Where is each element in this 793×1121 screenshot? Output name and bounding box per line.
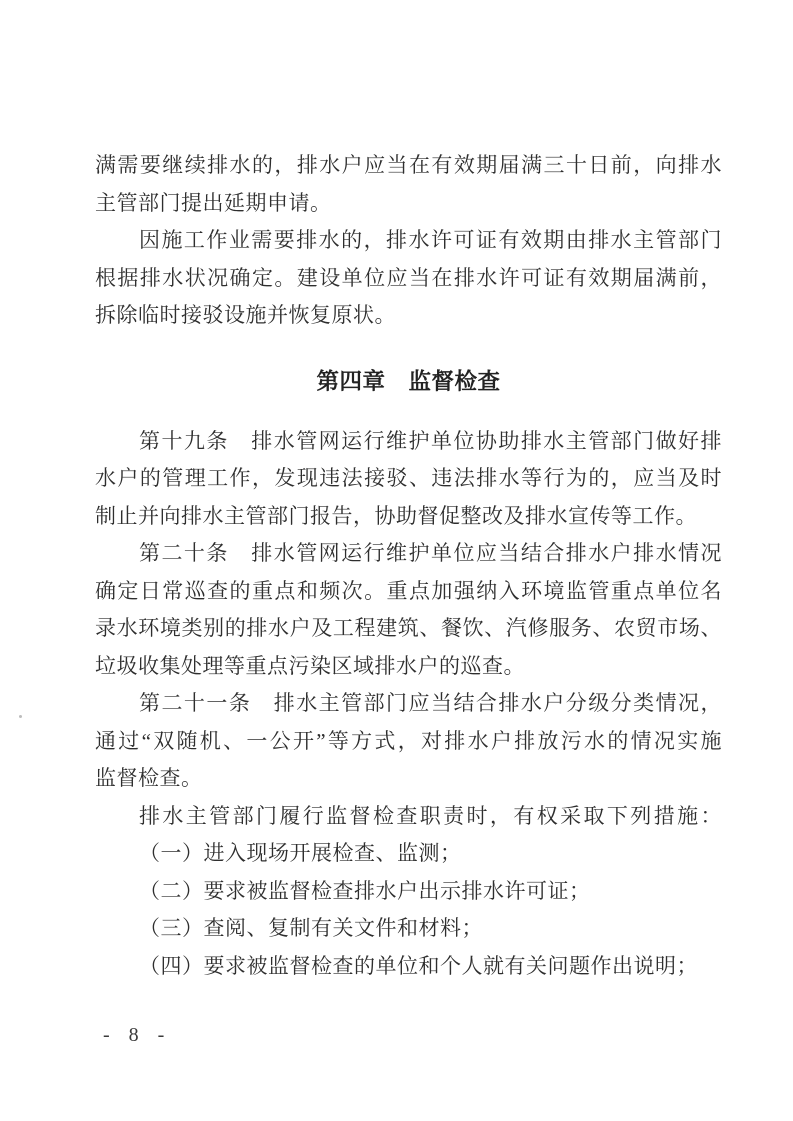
- text-line: 第十九条 排水管网运行维护单位协助排水主管部门做好排: [139, 428, 722, 453]
- text-line: 录水环境类别的排水户及工程建筑、餐饮、汽修服务、农贸市场、: [95, 616, 722, 640]
- text-line: （四）要求被监督检查的单位和个人就有关问题作出说明；: [139, 953, 698, 978]
- text-line: 监督检查。: [95, 766, 203, 790]
- text-line: 排水主管部门履行监督检查职责时，有权采取下列措施：: [139, 803, 722, 828]
- text-line: 满需要继续排水的，排水户应当在有效期届满三十日前，向排水: [95, 153, 722, 177]
- text-line: 制止并向排水主管部门报告，协助督促整改及排水宣传等工作。: [95, 503, 697, 528]
- text-line: 第二十条 排水管网运行维护单位应当结合排水户排水情况: [139, 541, 722, 565]
- text-line: 因施工作业需要排水的，排水许可证有效期由排水主管部门: [139, 228, 722, 252]
- text-line: （一）进入现场开展检查、监测；: [139, 841, 462, 865]
- page-number: - 8 -: [103, 1024, 172, 1046]
- text-line: 通过“双随机、一公开”等方式，对排水户排放污水的情况实施: [95, 728, 722, 753]
- text-line: 根据排水状况确定。建设单位应当在排水许可证有效期届满前，: [95, 265, 722, 290]
- text-line: 垃圾收集处理等重点污染区域排水户的巡查。: [95, 653, 525, 678]
- text-line: （二）要求被监督检查排水户出示排水许可证；: [139, 878, 591, 903]
- document-body: [95, 147, 722, 985]
- text-line: 主管部门提出延期申请。: [95, 190, 332, 215]
- text-line: 确定日常巡查的重点和频次。重点加强纳入环境监管重点单位名: [95, 578, 722, 603]
- text-line: 水户的管理工作，发现违法接驳、违法排水等行为的，应当及时: [95, 466, 722, 490]
- text-line: 拆除临时接驳设施并恢复原状。: [95, 303, 396, 327]
- scan-speck: [19, 715, 22, 718]
- chapter-heading: 第四章 监督检查: [316, 368, 501, 394]
- text-line: （三）查阅、复制有关文件和材料；: [139, 916, 483, 940]
- text-line: 第二十一条 排水主管部门应当结合排水户分级分类情况，: [139, 691, 722, 715]
